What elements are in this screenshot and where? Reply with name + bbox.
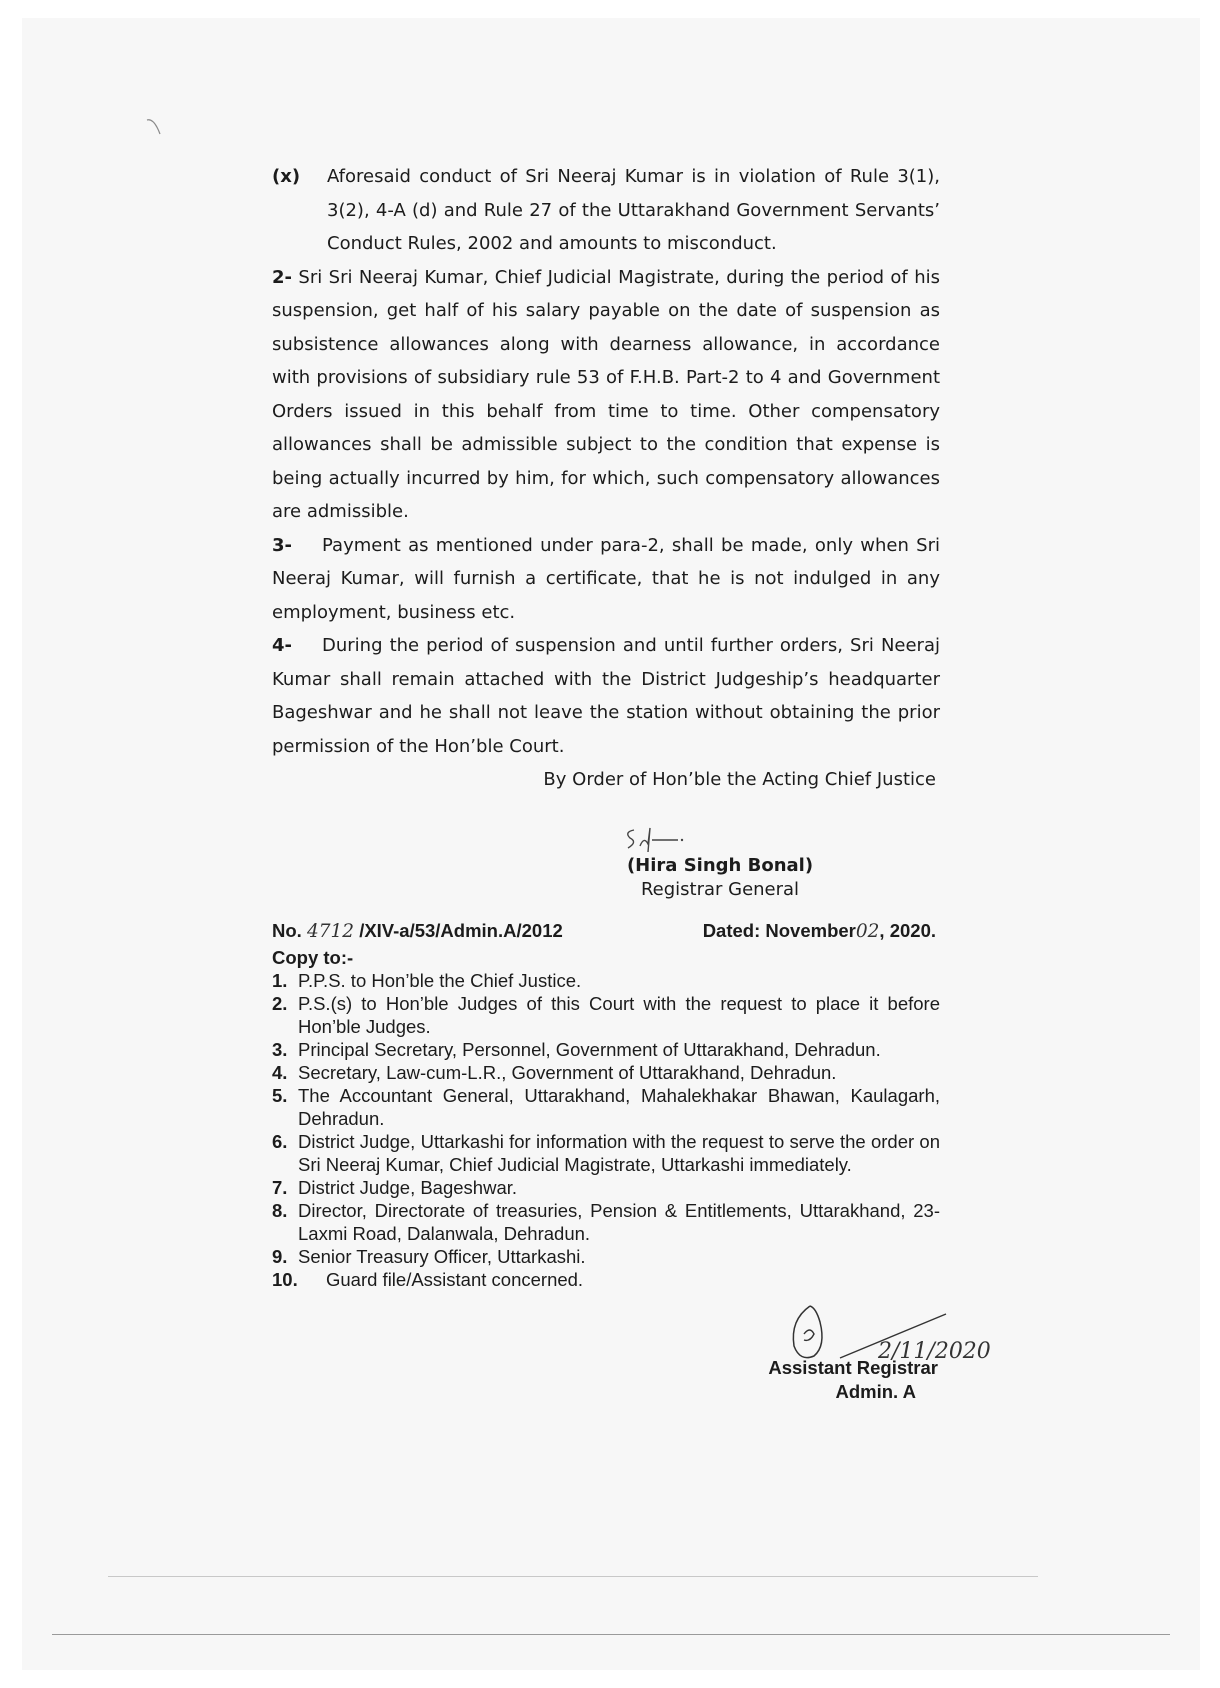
list-item: 6. District Judge, Uttarkashi for information with the request to serve the order on Sri Neeraj Kumar, Chief Judicial Magistrate, Uttarkashi immediately. xyxy=(272,1131,940,1175)
paragraph-4-text: During the period of suspension and until further orders, Sri Neeraj Kumar shall remain attached with the District Judgeship’s headquarter Bageshwar and he shall not leave the station without obtaining the prior permission of the Hon’ble Court. xyxy=(272,635,940,757)
paragraph-2-text: Sri Sri Neeraj Kumar, Chief Judicial Magistrate, during the period of his suspension, get half of his salary payable on the date of suspension as subsistence allowances along with dearness allowance, in accordance with provisions of subsidiary rule 53 of F.H.B. Part-2 to 4 and Government Orders issued in this behalf from time to time. Other compensatory allowances shall be admissible subject to the condition that expense is being actually incurred by him, for which, such compensatory allowances are admissible. xyxy=(272,266,940,522)
paragraph-3 xyxy=(272,529,940,630)
list-item: 7. District Judge, Bageshwar. xyxy=(272,1177,518,1198)
paragraph-3-text: Payment as mentioned under para-2, shall be made, only when Sri Neeraj Kumar, will furnish a certificate, that he is not indulged in any employment, business etc. xyxy=(272,534,940,623)
signatory-designation: Registrar General xyxy=(640,879,800,900)
date-handwritten: 02 xyxy=(855,921,880,942)
scan-mark xyxy=(146,118,162,136)
list-item: 2. P.S.(s) to Hon’ble Judges of this Court with the request to place it before Hon’ble Judges. xyxy=(272,993,940,1037)
list-item: 10. Guard file/Assistant concerned. xyxy=(272,1269,584,1290)
paragraph-3-number: 3- xyxy=(272,534,292,556)
reference-line xyxy=(272,920,942,946)
reference-number-handwritten: 4712 xyxy=(306,921,355,942)
footer-divider xyxy=(108,1576,1038,1577)
reference-date xyxy=(703,920,936,942)
signatory-block xyxy=(600,854,840,902)
reference-number-suffix: /XIV-a/53/Admin.A/2012 xyxy=(359,920,563,941)
list-item: 9. Senior Treasury Officer, Uttarkashi. xyxy=(272,1246,586,1267)
page-bottom-rule xyxy=(52,1634,1170,1635)
paragraph-2-number: 2- xyxy=(272,266,292,288)
date-suffix: , 2020. xyxy=(879,920,936,941)
paragraph-4-number: 4- xyxy=(272,635,292,656)
copy-to-section xyxy=(272,946,940,1291)
assistant-registrar-title: Assistant Registrar xyxy=(768,1357,938,1378)
list-item: 1. P.P.S. to Hon’ble the Chief Justice. xyxy=(272,970,582,991)
list-item: 5. The Accountant General, Uttarakhand, Mahalekhakar Bhawan, Kaulagarh, Dehradun. xyxy=(272,1085,940,1129)
paragraph-x-text: Aforesaid conduct of Sri Neeraj Kumar is in violation of Rule 3(1), 3(2), 4-A (d) and Rule 27 of the Uttarakhand Government Servants’ Conduct Rules, 2002 and amounts to misconduct. xyxy=(327,166,940,254)
signature-date: 2/11/2020 xyxy=(878,1339,991,1364)
assistant-registrar-section: Admin. A xyxy=(835,1381,916,1402)
order-body xyxy=(272,160,940,797)
paragraph-x-label: (x) xyxy=(272,166,301,187)
sd-signature-mark xyxy=(620,822,710,858)
paragraph-2 xyxy=(272,261,940,529)
reference-number xyxy=(272,920,563,942)
list-item: 4. Secretary, Law-cum-L.R., Government of Uttarakhand, Dehradun. xyxy=(272,1062,837,1083)
signatory-name: (Hira Singh Bonal) xyxy=(626,855,814,876)
by-order-line: By Order of Hon’ble the Acting Chief Justice xyxy=(543,769,936,790)
paragraph-x xyxy=(272,160,940,261)
copy-to-list xyxy=(272,969,940,1291)
assistant-registrar-block xyxy=(748,1356,938,1404)
date-prefix: Dated: November xyxy=(702,920,856,941)
reference-number-prefix: No. xyxy=(272,920,302,941)
paragraph-4 xyxy=(272,629,940,763)
list-item: 3. Principal Secretary, Personnel, Government of Uttarakhand, Dehradun. xyxy=(272,1039,881,1060)
list-item: 8. Director, Directorate of treasuries, Pension & Entitlements, Uttarakhand, 23- Laxmi Road, Dalanwala, Dehradun. xyxy=(272,1200,940,1244)
copy-to-heading: Copy to:- xyxy=(272,947,354,968)
